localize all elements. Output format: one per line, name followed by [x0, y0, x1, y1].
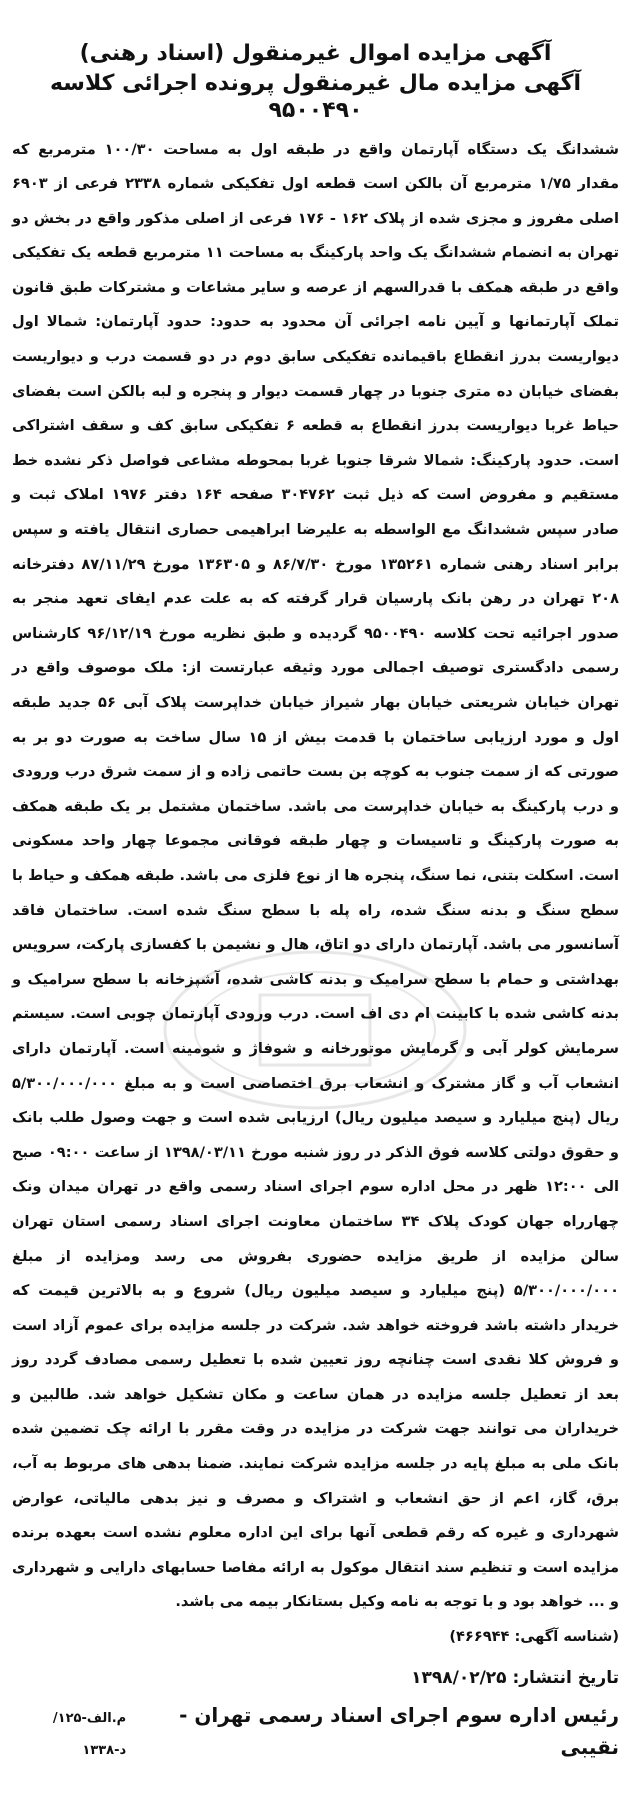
notice-id: (شناسه آگهی: ۴۶۶۹۴۴) [449, 1628, 619, 1646]
notice-subtitle: آگهی مزایده مال غیرمنقول پرونده اجرائی کلاسه ۹۵۰۰۴۹۰ [49, 70, 582, 123]
notice-footer [12, 1699, 619, 1767]
signature: رئیس اداره سوم اجرای اسناد رسمی تهران - نقیبی [179, 1702, 619, 1759]
auction-notice [8, 6, 623, 1787]
reference-code: م.الف-۱۲۵/د-۱۳۳۸ [52, 1710, 127, 1758]
notice-title: آگهی مزایده اموال غیرمنقول (اسناد رهنی) [79, 41, 552, 66]
publication-date: تاریخ انتشار: ۱۳۹۸/۰۲/۲۵ [411, 1667, 619, 1688]
notice-body: ششدانگ یک دستگاه آپارتمان واقع در طبقه اول به مساحت ۱۰۰/۳۰ مترمربع که مقدار ۱/۷۵ مترمربع آن بالکن است قطعه اول تفکیکی شماره ۲۳۳۸ فرعی از ۶۹۰۳ اصلی مفروز و مجزی شده از پلاک ۱۶۲ - ۱۷۶ فرعی از اصلی مذکور واقع در بخش دو تهران به انضمام ششدانگ یک واحد پارکینگ به مساحت ۱۱ مترمربع قطعه یک تفکیکی واقع در طبقه همکف با قدرالسهم از عرصه و سایر مشاعات و مشترکات طبق قانون تملک آپارتمانها و آیین نامه اجرائی آن محدود به حدود: حدود آپارتمان: شمالا اول دیواریست بدرز انقطاع باقیمانده تفکیکی سابق دوم در دو قسمت درب و دیواریست بفضای خیابان ده متری جنوبا در چهار قسمت دیوار و پنجره و لبه بالکن است بفضای حیاط غربا دیواریست بدرز انقطاع به قطعه ۶ تفکیکی سابق کف و سقف اشتراکی است. حدود پارکینگ: شمالا شرقا جنوبا غربا بمحوطه مشاعی فواصل ذکر نشده خط مستقیم و مفروض است که ذیل ثبت ۳۰۴۷۶۲ صفحه ۱۶۴ دفتر ۱۹۷۶ املاک ثبت و صادر سپس ششدانگ مع الواسطه به علیرضا ابراهیمی حصاری انتقال یافته و سپس برابر اسناد رهنی شماره ۱۳۵۲۶۱ مورخ ۸۶/۷/۳۰ و ۱۳۶۳۰۵ مورخ ۸۷/۱۱/۲۹ دفترخانه ۲۰۸ تهران در رهن بانک پارسیان قرار گرفته که به علت عدم ایفای تعهد منجر به صدور اجرائیه تحت کلاسه ۹۵۰۰۴۹۰ گردیده و طبق نظریه مورخ ۹۶/۱۲/۱۹ کارشناس رسمی دادگستری توصیف اجمالی مورد وثیقه عبارتست از: ملک موصوف واقع در تهران خیابان شریعتی خیابان بهار شیراز خیابان خداپرست پلاک آبی ۵۶ جدید طبقه اول و مورد ارزیابی ساختمان با قدمت بیش از ۱۵ سال ساخت به صورت دو بر به صورتی که از سمت جنوب به کوچه بن بست حاتمی زاده و از سمت شرق درب ورودی و درب پارکینگ به خیابان خداپرست می باشد. ساختمان مشتمل بر یک طبقه همکف به صورت پارکینگ و تاسیسات و چهار طبقه فوقانی مجموعا چهار واحد مسکونی است. اسکلت بتنی، نما سنگ، پنجره ها از نوع فلزی می باشد. طبقه همکف و حیاط با سطح سنگ و بدنه سنگ شده، راه پله با سطح سنگ شده است. ساختمان فاقد آسانسور می باشد. آپارتمان دارای دو اتاق، هال و نشیمن با کفسازی پارکت، سرویس بهداشتی و حمام با سطح سرامیک و بدنه کاشی شده، آشپزخانه با سطح سرامیک و بدنه کاشی شده با کابینت ام دی اف است. درب ورودی آپارتمان چوبی است. سیستم سرمایش کولر آبی و گرمایش موتورخانه و شوفاژ و شومینه است. آپارتمان دارای انشعاب آب و گاز مشترک و انشعاب برق اختصاصی است و به مبلغ ۵/۳۰۰/۰۰۰/۰۰۰ ریال (پنج میلیارد و سیصد میلیون ریال) ارزیابی شده است و جهت وصول طلب بانک و حقوق دولتی کلاسه فوق الذکر در روز شنبه مورخ ۱۳۹۸/۰۳/۱۱ از ساعت ۰۹:۰۰ صبح الی ۱۲:۰۰ ظهر در محل اداره سوم اجرای اسناد رسمی واقع در تهران میدان ونک چهارراه جهان کودک پلاک ۳۴ ساختمان معاونت اجرای اسناد رسمی استان تهران سالن مزایده از طریق مزایده حضوری بفروش می رسد ومزایده از مبلغ ۵/۳۰۰/۰۰۰/۰۰۰ (پنج میلیارد و سیصد میلیون ریال) شروع و به بالاترین قیمت که خریدار داشته باشد فروخته خواهد شد. شرکت در جلسه مزایده برای عموم آزاد است و فروش کلا نقدی است چنانچه روز تعیین شده با تعطیل رسمی مصادف گردد روز بعد از تعطیل جلسه مزایده در همان ساعت و مکان تشکیل خواهد شد. طالبین و خریداران می توانند جهت شرکت در مزایده در وقت مقرر با ارائه چک تضمین شده بانک ملی به مبلغ پایه در جلسه مزایده شرکت نمایند. ضمنا بدهی های مربوط به آب، برق، گاز، اعم از حق انشعاب و اشتراک و مصرف و نیز بدهی مالیاتی، عوارض شهرداری و غیره که رقم قطعی آنها برای این اداره معلوم نشده است بعهده برنده مزایده است و تنظیم سند انتقال موکول به ارائه مفاصا حسابهای دارایی و شهرداری و ... خواهد بود و با توجه به نامه وکیل بستانکار بیمه می باشد. [12, 140, 620, 1611]
